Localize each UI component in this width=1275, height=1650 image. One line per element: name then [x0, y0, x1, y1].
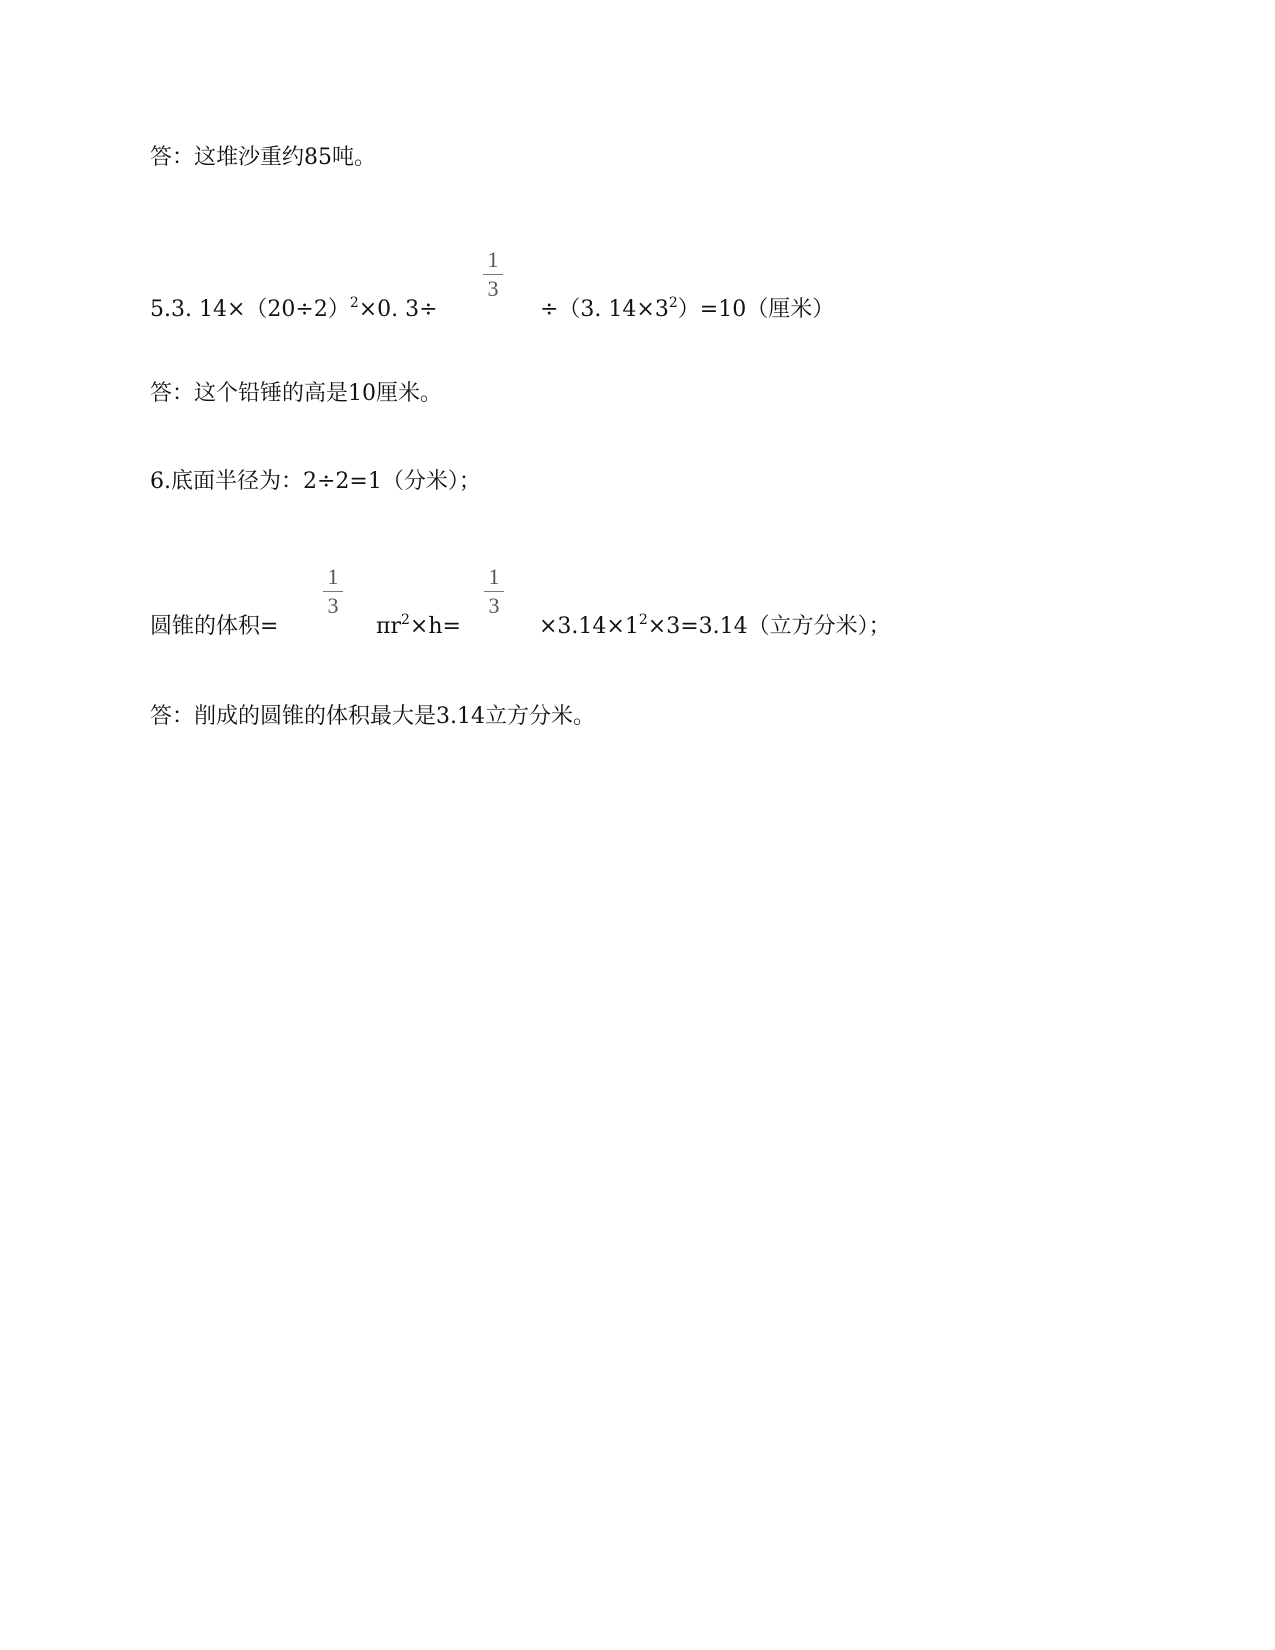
tail-start: ×3.14×1	[539, 614, 639, 639]
cone-formula-tail	[539, 612, 891, 642]
cone-fraction-one-third-2	[482, 565, 506, 618]
q5-formula-part2	[540, 295, 834, 325]
cone-volume-label: 圆锥的体积=	[150, 614, 279, 639]
fraction-denominator: 3	[487, 276, 499, 301]
answer-cone-volume: 答：削成的圆锥的体积最大是3.14立方分米。	[150, 704, 595, 729]
tail-exponent: 2	[638, 612, 648, 628]
fraction-numerator: 1	[488, 564, 500, 589]
q5-expression-mid: ×0. 3÷	[358, 297, 438, 322]
cone-fraction-one-third-1	[321, 565, 345, 618]
answer-plumb-height: 答：这个铅锤的高是10厘米。	[150, 381, 442, 406]
q5-expression-start: 5.3. 14×（20÷2）	[150, 297, 350, 322]
cone-formula-mid	[376, 612, 461, 642]
fraction-bar	[484, 591, 504, 592]
q6-base-radius: 6.底面半径为：2÷2=1（分米）；	[150, 469, 481, 494]
q5-expression-divisor: ÷（3. 14×3	[540, 297, 669, 322]
q5-exponent-1: 2	[349, 295, 359, 311]
fraction-numerator: 1	[487, 247, 499, 272]
q5-exponent-2: 2	[668, 295, 678, 311]
fraction-numerator: 1	[327, 564, 339, 589]
fraction-denominator: 3	[488, 593, 500, 618]
fraction-bar	[323, 591, 343, 592]
answer-sand-weight: 答：这堆沙重约85吨。	[150, 145, 376, 170]
tail-result: ×3=3.14（立方分米）；	[647, 614, 891, 639]
fraction-bar	[483, 274, 503, 275]
fraction-denominator: 3	[327, 593, 339, 618]
q5-formula-part1	[150, 295, 438, 325]
q5-expression-result: ）=10（厘米）	[677, 297, 835, 322]
radius-exponent: 2	[400, 612, 410, 628]
times-h: ×h=	[409, 614, 461, 639]
pi-r: πr	[376, 614, 401, 639]
q5-fraction-one-third	[481, 248, 505, 301]
